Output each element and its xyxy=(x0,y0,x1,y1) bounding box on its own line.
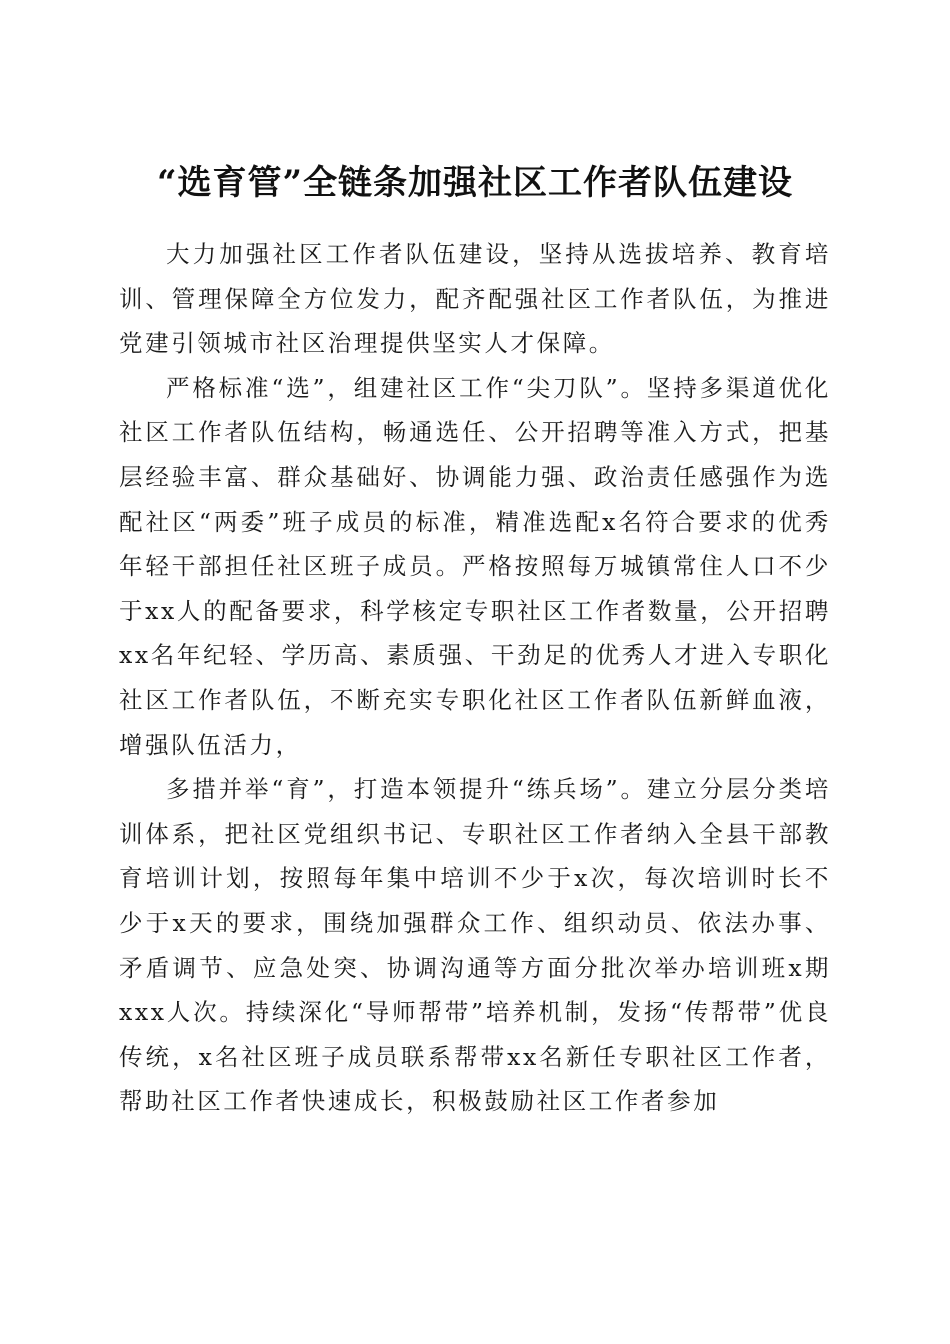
paragraph: 多措并举“育”，打造本领提升“练兵场”。建立分层分类培训体系，把社区党组织书记、专职社区工作者纳入全县干部教育培训计划，按照每年集中培训不少于x次，每次培训时长不少于x天的要求，围绕加强群众工作、组织动员、依法办事、矛盾调节、应急处突、协调沟通等方面分批次举办培训班x期xxx人次。持续深化“导师帮带”培养机制，发扬“传帮带”优良传统，x名社区班子成员联系帮带xx名新任专职社区工作者，帮助社区工作者快速成长，积极鼓励社区工作者参加 xyxy=(119,775,831,1116)
document-body xyxy=(119,232,831,1124)
document-title: “选育管”全链条加强社区工作者队伍建设 xyxy=(156,162,794,203)
paragraph: 大力加强社区工作者队伍建设，坚持从选拔培养、教育培训、管理保障全方位发力，配齐配强社区工作者队伍，为推进党建引领城市社区治理提供坚实人才保障。 xyxy=(119,240,831,358)
paragraph: 严格标准“选”，组建社区工作“尖刀队”。坚持多渠道优化社区工作者队伍结构，畅通选任、公开招聘等准入方式，把基层经验丰富、群众基础好、协调能力强、政治责任感强作为选配社区“两委”班子成员的标准，精准选配x名符合要求的优秀年轻干部担任社区班子成员。严格按照每万城镇常住人口不少于xx人的配备要求，科学核定专职社区工作者数量，公开招聘xx名年纪轻、学历高、素质强、干劲足的优秀人才进入专职化社区工作者队伍，不断充实专职化社区工作者队伍新鲜血液，增强队伍活力， xyxy=(119,373,831,759)
